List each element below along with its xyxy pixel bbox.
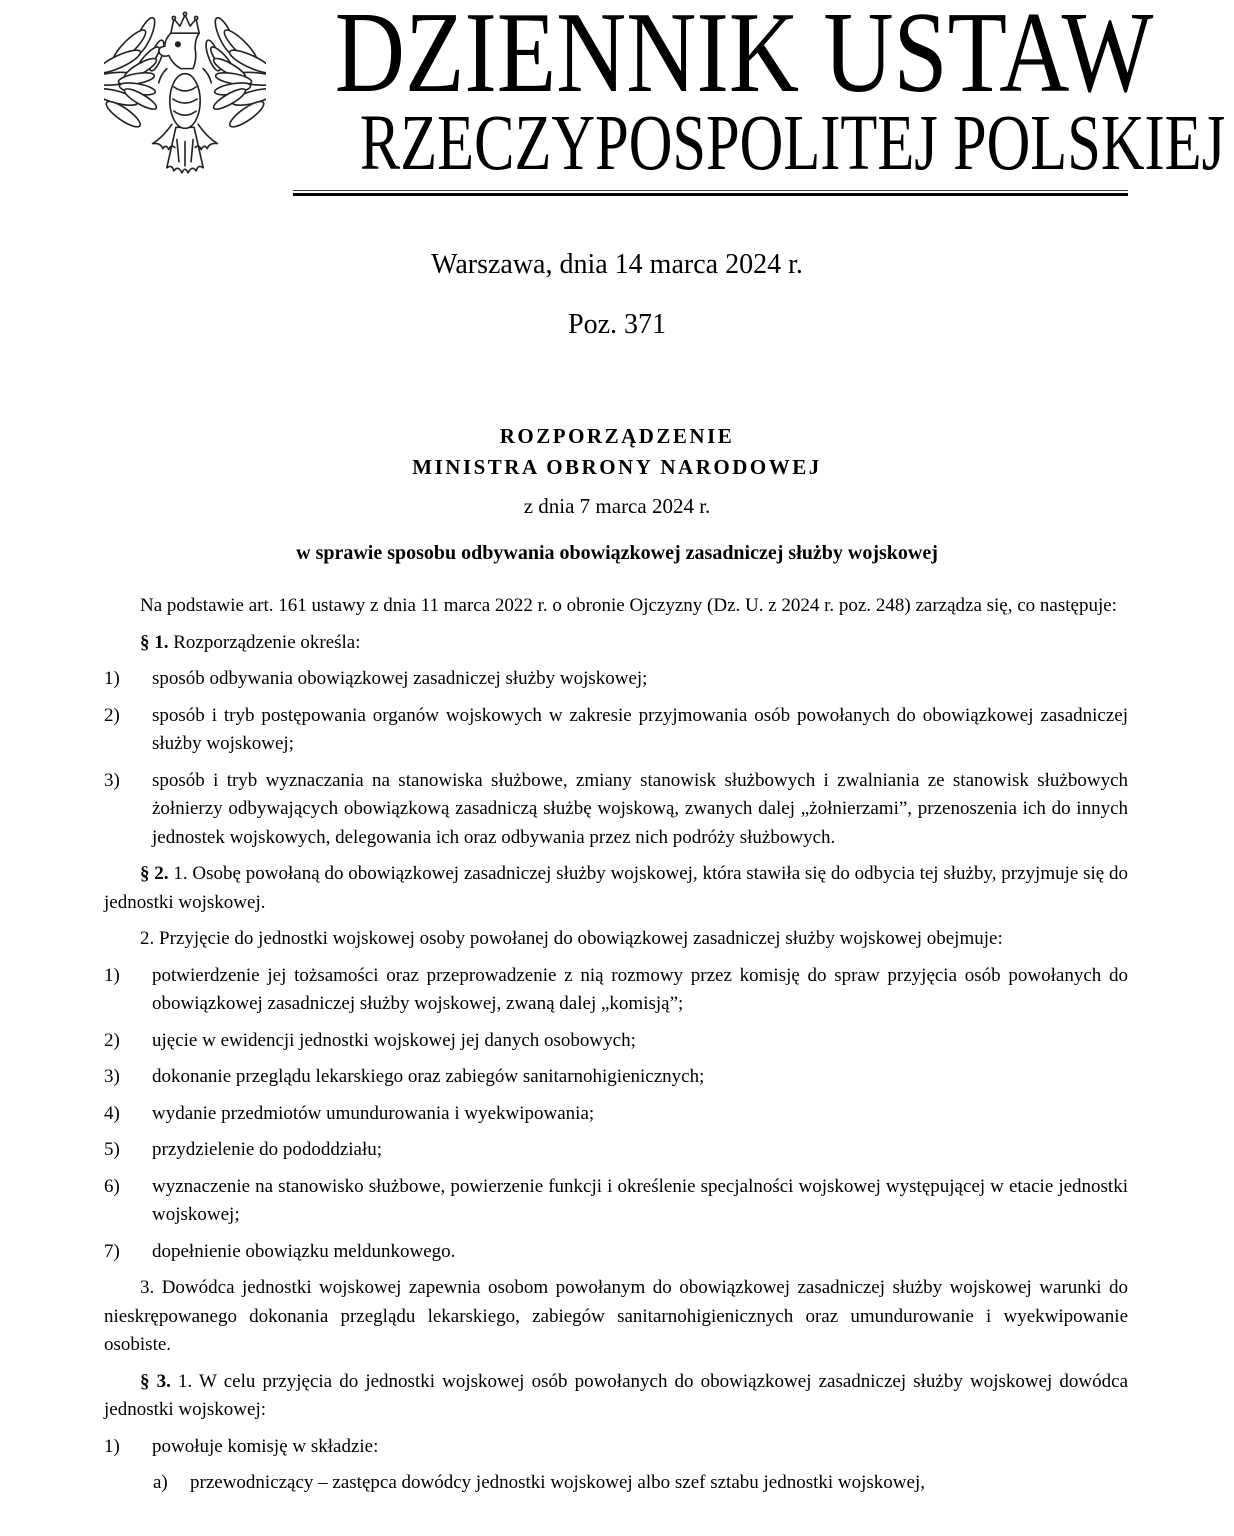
journal-subtitle: RZECZYPOSPOLITEJ POLSKIEJ (359, 98, 1226, 187)
list-item (104, 1027, 1128, 1056)
paragraph-preamble: Na podstawie art. 161 ustawy z dnia 11 marca 2022 r. o obronie Ojczyzny (Dz. U. z 2024 r. poz. 248) zarządza się, co następuje: (140, 595, 1117, 616)
list-item-text: dopełnienie obowiązku meldunkowego. (152, 1240, 456, 1262)
act-date-line: z dnia 7 marca 2024 r. (523, 494, 711, 518)
list-marker: 2) (104, 704, 120, 726)
list-item-text: sposób i tryb wyznaczania na stanowiska służbowe, zmiany stanowisk służbowych i zwalniania ze stanowisk służbowych żołnierzy odbywających obowiązkową zasadniczą służbę wojskową, zwanych dalej „żołnierzami”, przenoszenia ich do innych jednostek wojskowych, delegowania ich oraz odbywania przez nich podróży służbowych. (152, 769, 1128, 848)
sub-list-item (153, 1469, 1128, 1498)
list-item-text: ujęcie w ewidencji jednostki wojskowej jej danych osobowych; (152, 1029, 636, 1051)
list-marker: 4) (104, 1102, 120, 1124)
paragraph-text: 1. W celu przyjęcia do jednostki wojskowej osób powołanych do obowiązkowej zasadniczej służby wojskowej dowódca jednostki wojskowej: (104, 1370, 1129, 1420)
list-item-text: przydzielenie do pododdziału; (152, 1139, 383, 1160)
paragraph-text: Rozporządzenie określa: (173, 631, 361, 653)
list-item (104, 1136, 1128, 1165)
masthead-rule (293, 190, 1128, 196)
masthead-titles (293, 0, 1226, 187)
list-marker: 1) (104, 964, 120, 986)
document-body (104, 592, 1128, 1498)
list-item (104, 1433, 1128, 1462)
list-marker: 3) (104, 769, 120, 791)
list-item-text: wydanie przedmiotów umundurowania i wyekwipowania; (152, 1102, 595, 1124)
list-item-text: sposób i tryb postępowania organów wojskowych w zakresie przyjmowania osób powołanych do obowiązkowej zasadniczej służby wojskowej; (152, 704, 1128, 754)
list-marker: 2) (104, 1029, 120, 1051)
polish-eagle-emblem-icon (104, 6, 266, 192)
list-item (104, 767, 1128, 853)
list-item (104, 665, 1128, 694)
list-marker: 1) (104, 668, 120, 689)
list-marker: 6) (104, 1175, 120, 1197)
paragraph-s2-1 (104, 860, 1128, 917)
section-lead: § 2. (140, 863, 169, 884)
paragraph-s2-2: 2. Przyjęcie do jednostki wojskowej osoby powołanej do obowiązkowej zasadniczej służby wojskowej obejmuje: (140, 928, 1003, 949)
list-marker: 5) (104, 1139, 120, 1160)
act-type-heading: ROZPORZĄDZENIE (499, 424, 735, 448)
list-item (104, 1063, 1128, 1092)
list-item-text: potwierdzenie jej tożsamości oraz przeprowadzenie z nią rozmowy przez komisję do spraw przyjęcia osób powołanych do obowiązkowej zasadniczej służby wojskowej, zwaną dalej „komisją”; (152, 964, 1128, 1014)
list-item (104, 962, 1128, 1019)
list-item-text: dokonanie przeglądu lekarskiego oraz zabiegów sanitarnohigienicznych; (152, 1066, 705, 1087)
paragraph-text: 1. Osobę powołaną do obowiązkowej zasadniczej służby wojskowej, która stawiła się do odbycia tej służby, przyjmuje się do jednostki wojskowej. (104, 863, 1129, 913)
list-marker: 1) (104, 1435, 120, 1457)
paragraph-s1 (104, 629, 1128, 658)
paragraph-s3-1 (104, 1368, 1128, 1425)
list-item (104, 1173, 1128, 1230)
journal-title: DZIENNIK USTAW (334, 0, 1154, 117)
act-subject-line: w sprawie sposobu odbywania obowiązkowej zasadniczej służby wojskowej (296, 542, 938, 564)
paragraph-s2-3: 3. Dowódca jednostki wojskowej zapewnia osobom powołanym do obowiązkowej zasadniczej służby wojskowej warunki do nieskrępowanego dokonania przeglądu lekarskiego, zabiegów sanitarnohigienicznych oraz umundurowanie i wyekwipowanie osobiste. (104, 1277, 1128, 1355)
list-marker: 7) (104, 1240, 120, 1262)
list-item (104, 1100, 1128, 1129)
list-marker: 3) (104, 1066, 120, 1087)
place-date-line: Warszawa, dnia 14 marca 2024 r. (431, 249, 803, 280)
list-item-text: wyznaczenie na stanowisko służbowe, powierzenie funkcji i określenie specjalności wojskowej występującej w etacie jednostki wojskowej; (152, 1175, 1128, 1225)
list-item-text: przewodniczący – zastępca dowódcy jednostki wojskowej albo szef sztabu jednostki wojskowej, (190, 1472, 925, 1493)
section-lead: § 1. (140, 631, 169, 653)
list-item-text: sposób odbywania obowiązkowej zasadniczej służby wojskowej; (152, 668, 648, 689)
act-issuer-heading: MINISTRA OBRONY NARODOWEJ (412, 455, 822, 479)
list-item (104, 702, 1128, 759)
position-number: Poz. 371 (568, 309, 666, 340)
list-item-text: powołuje komisję w składzie: (152, 1435, 379, 1457)
masthead (0, 0, 1234, 198)
list-marker: a) (153, 1472, 168, 1493)
section-lead: § 3. (140, 1370, 171, 1392)
list-item (104, 1238, 1128, 1267)
